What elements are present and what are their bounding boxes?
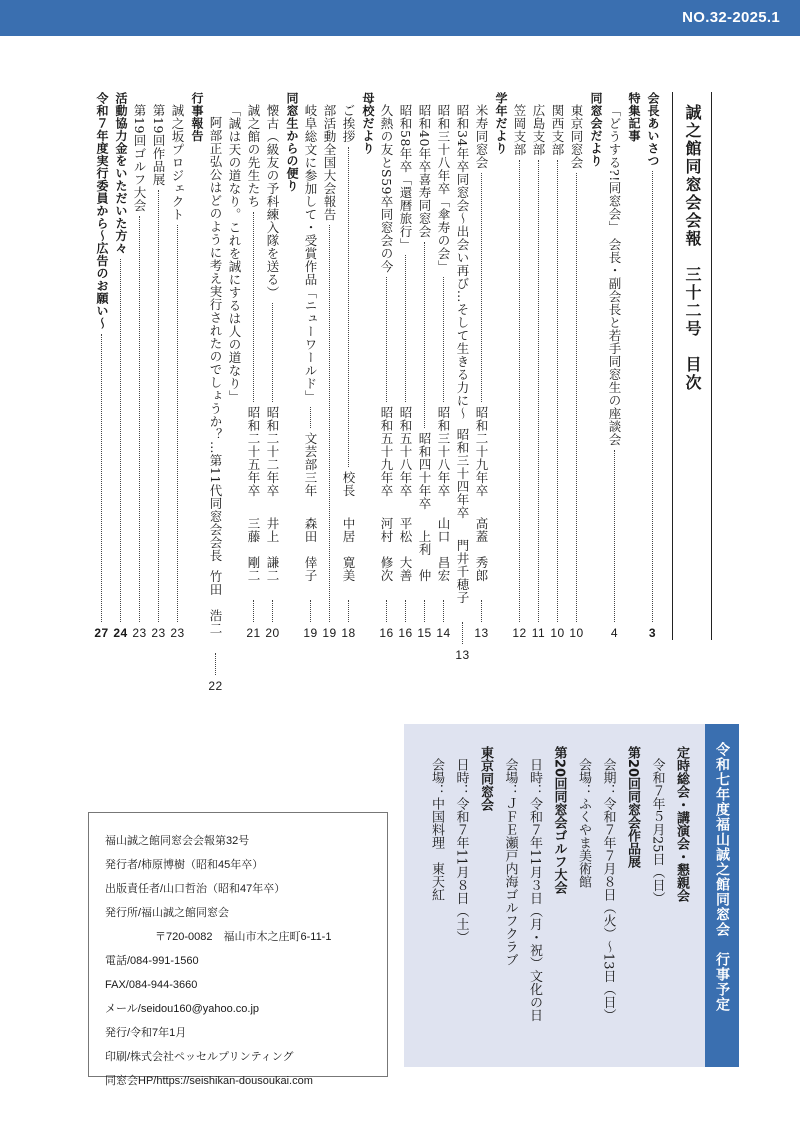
toc-entry-title: 笠岡支部 (512, 104, 527, 156)
table-of-contents (88, 92, 712, 693)
toc-entry-title: 活動協力金をいただいた方々 (114, 92, 128, 255)
leader-dots (310, 407, 311, 428)
colophon-line: 福山誠之館同窓会会報第32号 (105, 835, 250, 847)
toc-section-title: 同窓生からの便り (285, 92, 299, 192)
schedule-event-detail: 会場：ふくやま美術館 (576, 758, 591, 888)
toc-entry-title: ご挨拶 (341, 104, 356, 143)
toc-page-number: 15 (417, 626, 432, 640)
toc-entry (510, 92, 529, 640)
toc-entry-title: 第19回作品展 (151, 104, 166, 186)
leader-dots (405, 255, 406, 402)
toc-entry-title: 久熱の友とS59卒同窓会の今 (379, 104, 394, 273)
toc-page-number: 22 (208, 678, 223, 693)
schedule-event-title: 第20回同窓会ゴルフ大会 (551, 746, 567, 895)
toc-entry-author: 平松 大善 (398, 517, 413, 582)
colophon-line: 出版責任者/山口哲治（昭和47年卒） (105, 883, 286, 895)
toc-heading (282, 92, 301, 640)
toc-page-number: 27 (94, 626, 109, 640)
toc-section-title: 同窓会だより (589, 92, 603, 167)
toc-entry-author: 河村 修次 (379, 517, 394, 582)
toc-page-number: 14 (436, 626, 451, 640)
toc-section-title: 母校だより (361, 92, 375, 155)
toc-page-number: 13 (455, 647, 470, 662)
toc-page-number: 21 (246, 626, 261, 640)
toc-page-number: 23 (132, 626, 147, 640)
leader-dots (481, 600, 482, 622)
toc-entry-title: 阿部正弘公はどのように考え実行されたのでしょうか？…第11代同窓会会長 (208, 116, 223, 562)
toc-heading (111, 92, 130, 640)
toc-entry-title: 昭和58年卒「還暦旅行」 (398, 104, 413, 251)
toc-entry-title: 広島支部 (531, 104, 546, 156)
toc-page-number: 16 (398, 626, 413, 640)
colophon-line: 同窓会HP/https://seishikan-dousoukai.com (105, 1075, 313, 1087)
toc-entry (472, 92, 491, 640)
issue-number: NO.32-2025.1 (682, 9, 780, 26)
toc-entry-class: 文芸部三年 (303, 432, 318, 497)
toc-entry (396, 92, 415, 640)
toc-entry-class: 昭和四十年卒 (417, 432, 432, 510)
leader-dots (272, 600, 273, 622)
header-band (0, 0, 800, 36)
toc-heading (624, 92, 643, 640)
schedule-box (404, 724, 739, 1067)
schedule-event-detail: 会期：令和７年７月８日（火）～13日（日） (600, 758, 616, 1022)
schedule-event-title: 東京同窓会 (478, 746, 493, 811)
colophon (88, 812, 388, 1087)
toc-entry-class: 昭和二十二年卒 (265, 406, 280, 497)
leader-dots (519, 160, 520, 622)
toc-entry-class: 昭和五十八年卒 (398, 406, 413, 497)
leader-dots (253, 600, 254, 622)
leader-dots (614, 450, 615, 622)
toc-page-number: 20 (265, 626, 280, 640)
toc-entry-title: 懐古（級友の予科練入隊を送る） (265, 104, 280, 299)
toc-entry (168, 92, 187, 640)
colophon-line: 発行/令和7年1月 (105, 1027, 187, 1039)
toc-page-number: 12 (512, 626, 527, 640)
toc-entry-class: 昭和二十九年卒 (474, 406, 489, 497)
toc-section-title: 行事報告 (190, 92, 204, 142)
colophon-line: 印刷/株式会社ペッセルプリンティング (105, 1051, 294, 1063)
toc-title-box (672, 92, 712, 640)
toc-section-title: 学年だより (494, 92, 508, 155)
toc-entry-title: 米寿同窓会 (474, 104, 489, 169)
toc-entry (206, 92, 225, 693)
toc-section-title: 特集記事 (627, 92, 641, 142)
toc-entry-title: 昭和34年卒同窓会～出会い再び…そして生きる力に～ (455, 104, 470, 420)
schedule-event-detail: 日時：令和７年11月３日（月・祝）文化の日 (527, 758, 542, 1022)
toc-page-number: 11 (531, 626, 546, 640)
leader-dots (386, 600, 387, 622)
leader-dots (348, 147, 349, 467)
toc-entry-title: 関西支部 (550, 104, 565, 156)
leader-dots (215, 653, 216, 675)
toc-entry (453, 92, 472, 662)
leader-dots (462, 622, 463, 644)
toc-page-number: 4 (610, 626, 619, 640)
toc-entry (339, 92, 358, 640)
schedule-event-detail: 会場：中国料理 東天紅 (429, 758, 444, 901)
toc-entry (567, 92, 586, 640)
toc-entry-class: 昭和三十八年卒 (436, 406, 451, 497)
toc-page-number: 18 (341, 626, 356, 640)
leader-dots (120, 259, 121, 623)
toc-entry-author: 井上 謙二 (265, 517, 280, 582)
toc-page-number: 10 (550, 626, 565, 640)
toc-page-number: 23 (170, 626, 185, 640)
leader-dots (405, 600, 406, 622)
leader-dots (348, 600, 349, 622)
toc-entry (605, 92, 624, 640)
leader-dots (386, 277, 387, 402)
toc-entry-title: 令和７年度実行委員から～広告のお願い～ (95, 92, 109, 330)
leader-dots (158, 190, 159, 622)
toc-page-number: 24 (113, 626, 128, 640)
schedule-event-detail: 会場：ＪＦＥ瀬戸内海ゴルフクラブ (502, 758, 518, 966)
toc-page-number: 16 (379, 626, 394, 640)
toc-entry (263, 92, 282, 640)
toc-heading (491, 92, 510, 640)
schedule-event-detail: 令和７年５月25日（日） (649, 758, 665, 905)
toc-entry-title: 「どうする?!同窓会」 会長・副会長と若手同窓生の座談会 (607, 104, 622, 447)
toc-entry (434, 92, 453, 640)
toc-entry-title: 部活動全国大会報告 (322, 104, 337, 221)
leader-dots (424, 242, 425, 428)
leader-dots (443, 277, 444, 402)
toc-heading (358, 92, 377, 640)
colophon-line: 発行所/福山誠之館同窓会 (105, 907, 230, 919)
leader-dots (329, 225, 330, 622)
toc-page-number: 10 (569, 626, 584, 640)
toc-entry-author: 上利 仲 (417, 530, 432, 582)
toc-entry (225, 92, 244, 640)
toc-entry-class: 昭和三十四年卒 (455, 427, 470, 519)
toc-entry-author: 門井千穂子 (455, 538, 470, 604)
leader-dots (177, 225, 178, 622)
leader-dots (652, 171, 653, 622)
toc-heading (643, 92, 662, 640)
leader-dots (101, 334, 102, 623)
toc-entry-author: 森田 倖子 (303, 517, 318, 582)
leader-dots (538, 160, 539, 622)
toc-title: 誠之館同窓会会報 三十二号 目次 (683, 104, 702, 392)
toc-entry-title: 岐阜総文に参加して・受賞作品「ニューワールド」 (303, 104, 318, 403)
toc-entry (415, 92, 434, 640)
schedule-event-title: 第20回同窓会作品展 (625, 746, 640, 869)
toc-page-number: 23 (151, 626, 166, 640)
toc-entry (548, 92, 567, 640)
leader-dots (443, 600, 444, 622)
toc-entry-title: 誠之館の先生たち (246, 104, 261, 208)
schedule-header: 令和七年度福山誠之館同窓会 行事予定 (705, 724, 739, 1067)
toc-entry-author: 三藤 剛二 (246, 517, 261, 582)
toc-entry-class: 昭和五十九年卒 (379, 406, 394, 497)
toc-entry (244, 92, 263, 640)
toc-entry-class: 昭和二十五年卒 (246, 406, 261, 497)
leader-dots (576, 173, 577, 622)
toc-entry-title: 東京同窓会 (569, 104, 584, 169)
toc-page-number: 19 (322, 626, 337, 640)
toc-entry-title: 会長あいさつ (646, 92, 660, 167)
toc-page-number: 19 (303, 626, 318, 640)
colophon-line: 電話/084-991-1560 (105, 955, 199, 967)
leader-dots (253, 212, 254, 402)
toc-entry (301, 92, 320, 640)
toc-entry (377, 92, 396, 640)
schedule-body (424, 746, 694, 1056)
toc-page-number: 13 (474, 626, 489, 640)
toc-entry-title: 昭和40年卒喜寿同窓会 (417, 104, 432, 238)
toc-entry-author: 中居 寛美 (341, 517, 356, 582)
colophon-line: 〒720-0082 福山市木之庄町6-11-1 (155, 931, 332, 943)
toc-entry (130, 92, 149, 640)
toc-entry (529, 92, 548, 640)
toc-entry (149, 92, 168, 640)
leader-dots (481, 173, 482, 402)
toc-entry-author: 山口 昌宏 (436, 517, 451, 582)
toc-entry-title: 昭和三十八年卒「傘寿の会」 (436, 104, 451, 273)
toc-entry-author: 竹田 浩二 (208, 569, 223, 635)
toc-entry (320, 92, 339, 640)
toc-page-number: 3 (648, 626, 657, 640)
toc-heading (92, 92, 111, 640)
leader-dots (424, 600, 425, 622)
toc-entry-title: 誠之坂プロジェクト (170, 104, 185, 221)
colophon-line: メール/seidou160@yahoo.co.jp (105, 1003, 260, 1015)
leader-dots (272, 303, 273, 402)
toc-heading (187, 92, 206, 640)
schedule-event-title: 定時総会・講演会・懇親会 (674, 746, 689, 902)
toc-entry-class: 校長 (341, 471, 356, 497)
toc-entry-title: 第19回ゴルフ大会 (132, 104, 147, 212)
toc-entry-title: 「誠は天の道なり。これを誠にするは人の道なり」 (227, 104, 242, 403)
toc-entry-author: 高蓋 秀郎 (474, 517, 489, 582)
colophon-line: 発行者/柿原博樹（昭和45年卒） (105, 859, 264, 871)
colophon-line: FAX/084-944-3660 (105, 979, 198, 991)
toc-heading (586, 92, 605, 640)
leader-dots (139, 216, 140, 622)
leader-dots (310, 600, 311, 622)
schedule-event-detail: 日時：令和７年11月８日（土） (453, 758, 469, 944)
leader-dots (557, 160, 558, 622)
